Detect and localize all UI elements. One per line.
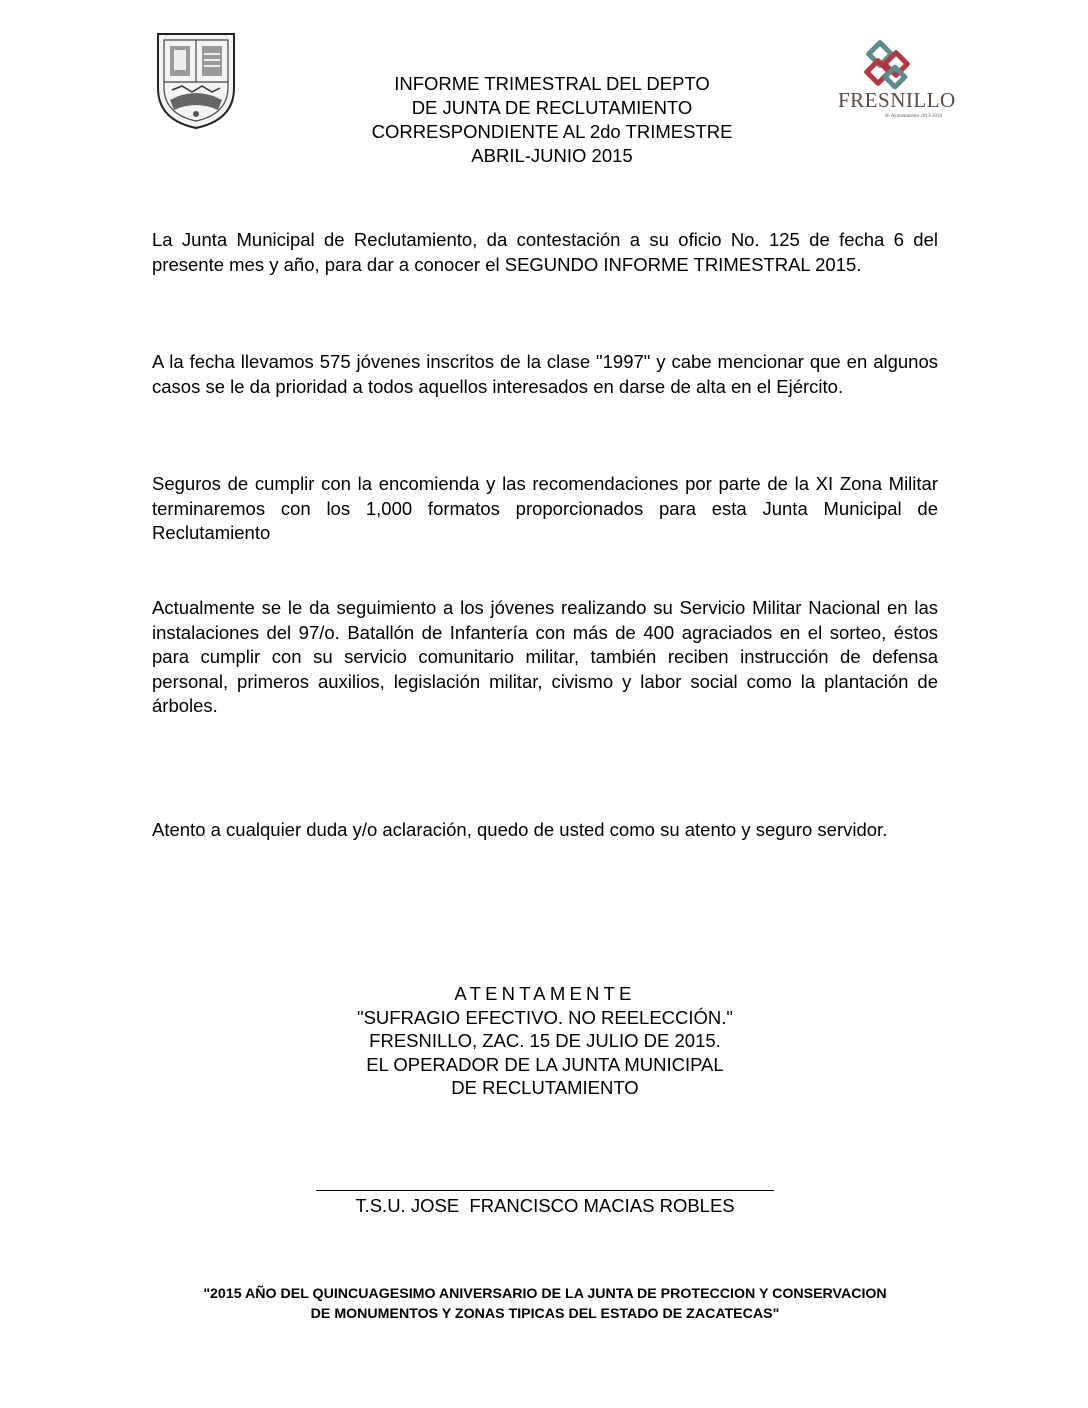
- atentamente-heading: ATENTAMENTE: [454, 983, 636, 1004]
- fresnillo-logo: [838, 38, 956, 130]
- closing-line: FRESNILLO, ZAC. 15 DE JULIO DE 2015.: [369, 1030, 721, 1051]
- closing-line: "SUFRAGIO EFECTIVO. NO REELECCIÓN.": [357, 1006, 733, 1028]
- footer-motto: [150, 1284, 940, 1324]
- body-paragraph: Actualmente se le da seguimiento a los jóvenes realizando su Servicio Militar Nacional en las instalaciones del 97/o. Batallón de Infantería con más de 400 agraciados en el sorteo, éstos para cumplir con su servicio comunitario militar, también reciben instrucción de defensa personal, primeros auxilios, legislación militar, civismo y labor social como la plantación de árboles.: [152, 597, 938, 716]
- document-title: [300, 72, 804, 168]
- closing-line: EL OPERADOR DE LA JUNTA MUNICIPAL: [366, 1053, 724, 1075]
- title-line: DE JUNTA DE RECLUTAMIENTO: [411, 97, 693, 118]
- municipal-seal-icon: [152, 30, 240, 130]
- title-line: ABRIL-JUNIO 2015: [471, 145, 633, 166]
- signer-name: T.S.U. JOSE FRANCISCO MACIAS ROBLES: [355, 1195, 735, 1216]
- body-paragraph: La Junta Municipal de Reclutamiento, da contestación a su oficio No. 125 de fecha 6 del presente mes y año, para dar a conocer el SEGUNDO INFORME TRIMESTRAL 2015.: [152, 229, 938, 275]
- body-paragraph: Atento a cualquier duda y/o aclaración, quedo de usted como su atento y seguro servidor.: [152, 819, 888, 840]
- closing-line: DE RECLUTAMIENTO: [451, 1077, 639, 1098]
- footer-line: DE MONUMENTOS Y ZONAS TIPICAS DEL ESTADO DE ZACATECAS": [310, 1306, 780, 1322]
- footer-line: "2015 AÑO DEL QUINCUAGESIMO ANIVERSARIO DE LA JUNTA DE PROTECCION Y CONSERVACION: [203, 1286, 887, 1302]
- logo-subtitle: H. Ayuntamiento 2013-2016: [885, 114, 942, 119]
- body-paragraph: Seguros de cumplir con la encomienda y las recomendaciones por parte de la XI Zona Militar terminaremos con los 1,000 formatos proporcionados para esta Junta Municipal de Reclutamiento: [152, 473, 938, 543]
- title-line: INFORME TRIMESTRAL DEL DEPTO: [394, 73, 710, 94]
- closing-block: [300, 982, 790, 1100]
- title-line: CORRESPONDIENTE AL 2do TRIMESTRE: [371, 121, 733, 142]
- fresnillo-logo-icon: [838, 38, 942, 94]
- logo-name: FRESNILLO: [838, 88, 956, 112]
- signature-line: [316, 1190, 774, 1191]
- body-paragraph: A la fecha llevamos 575 jóvenes inscritos de la clase "1997" y cabe mencionar que en algunos casos se le da prioridad a todos aquellos interesados en darse de alta en el Ejército.: [152, 351, 938, 397]
